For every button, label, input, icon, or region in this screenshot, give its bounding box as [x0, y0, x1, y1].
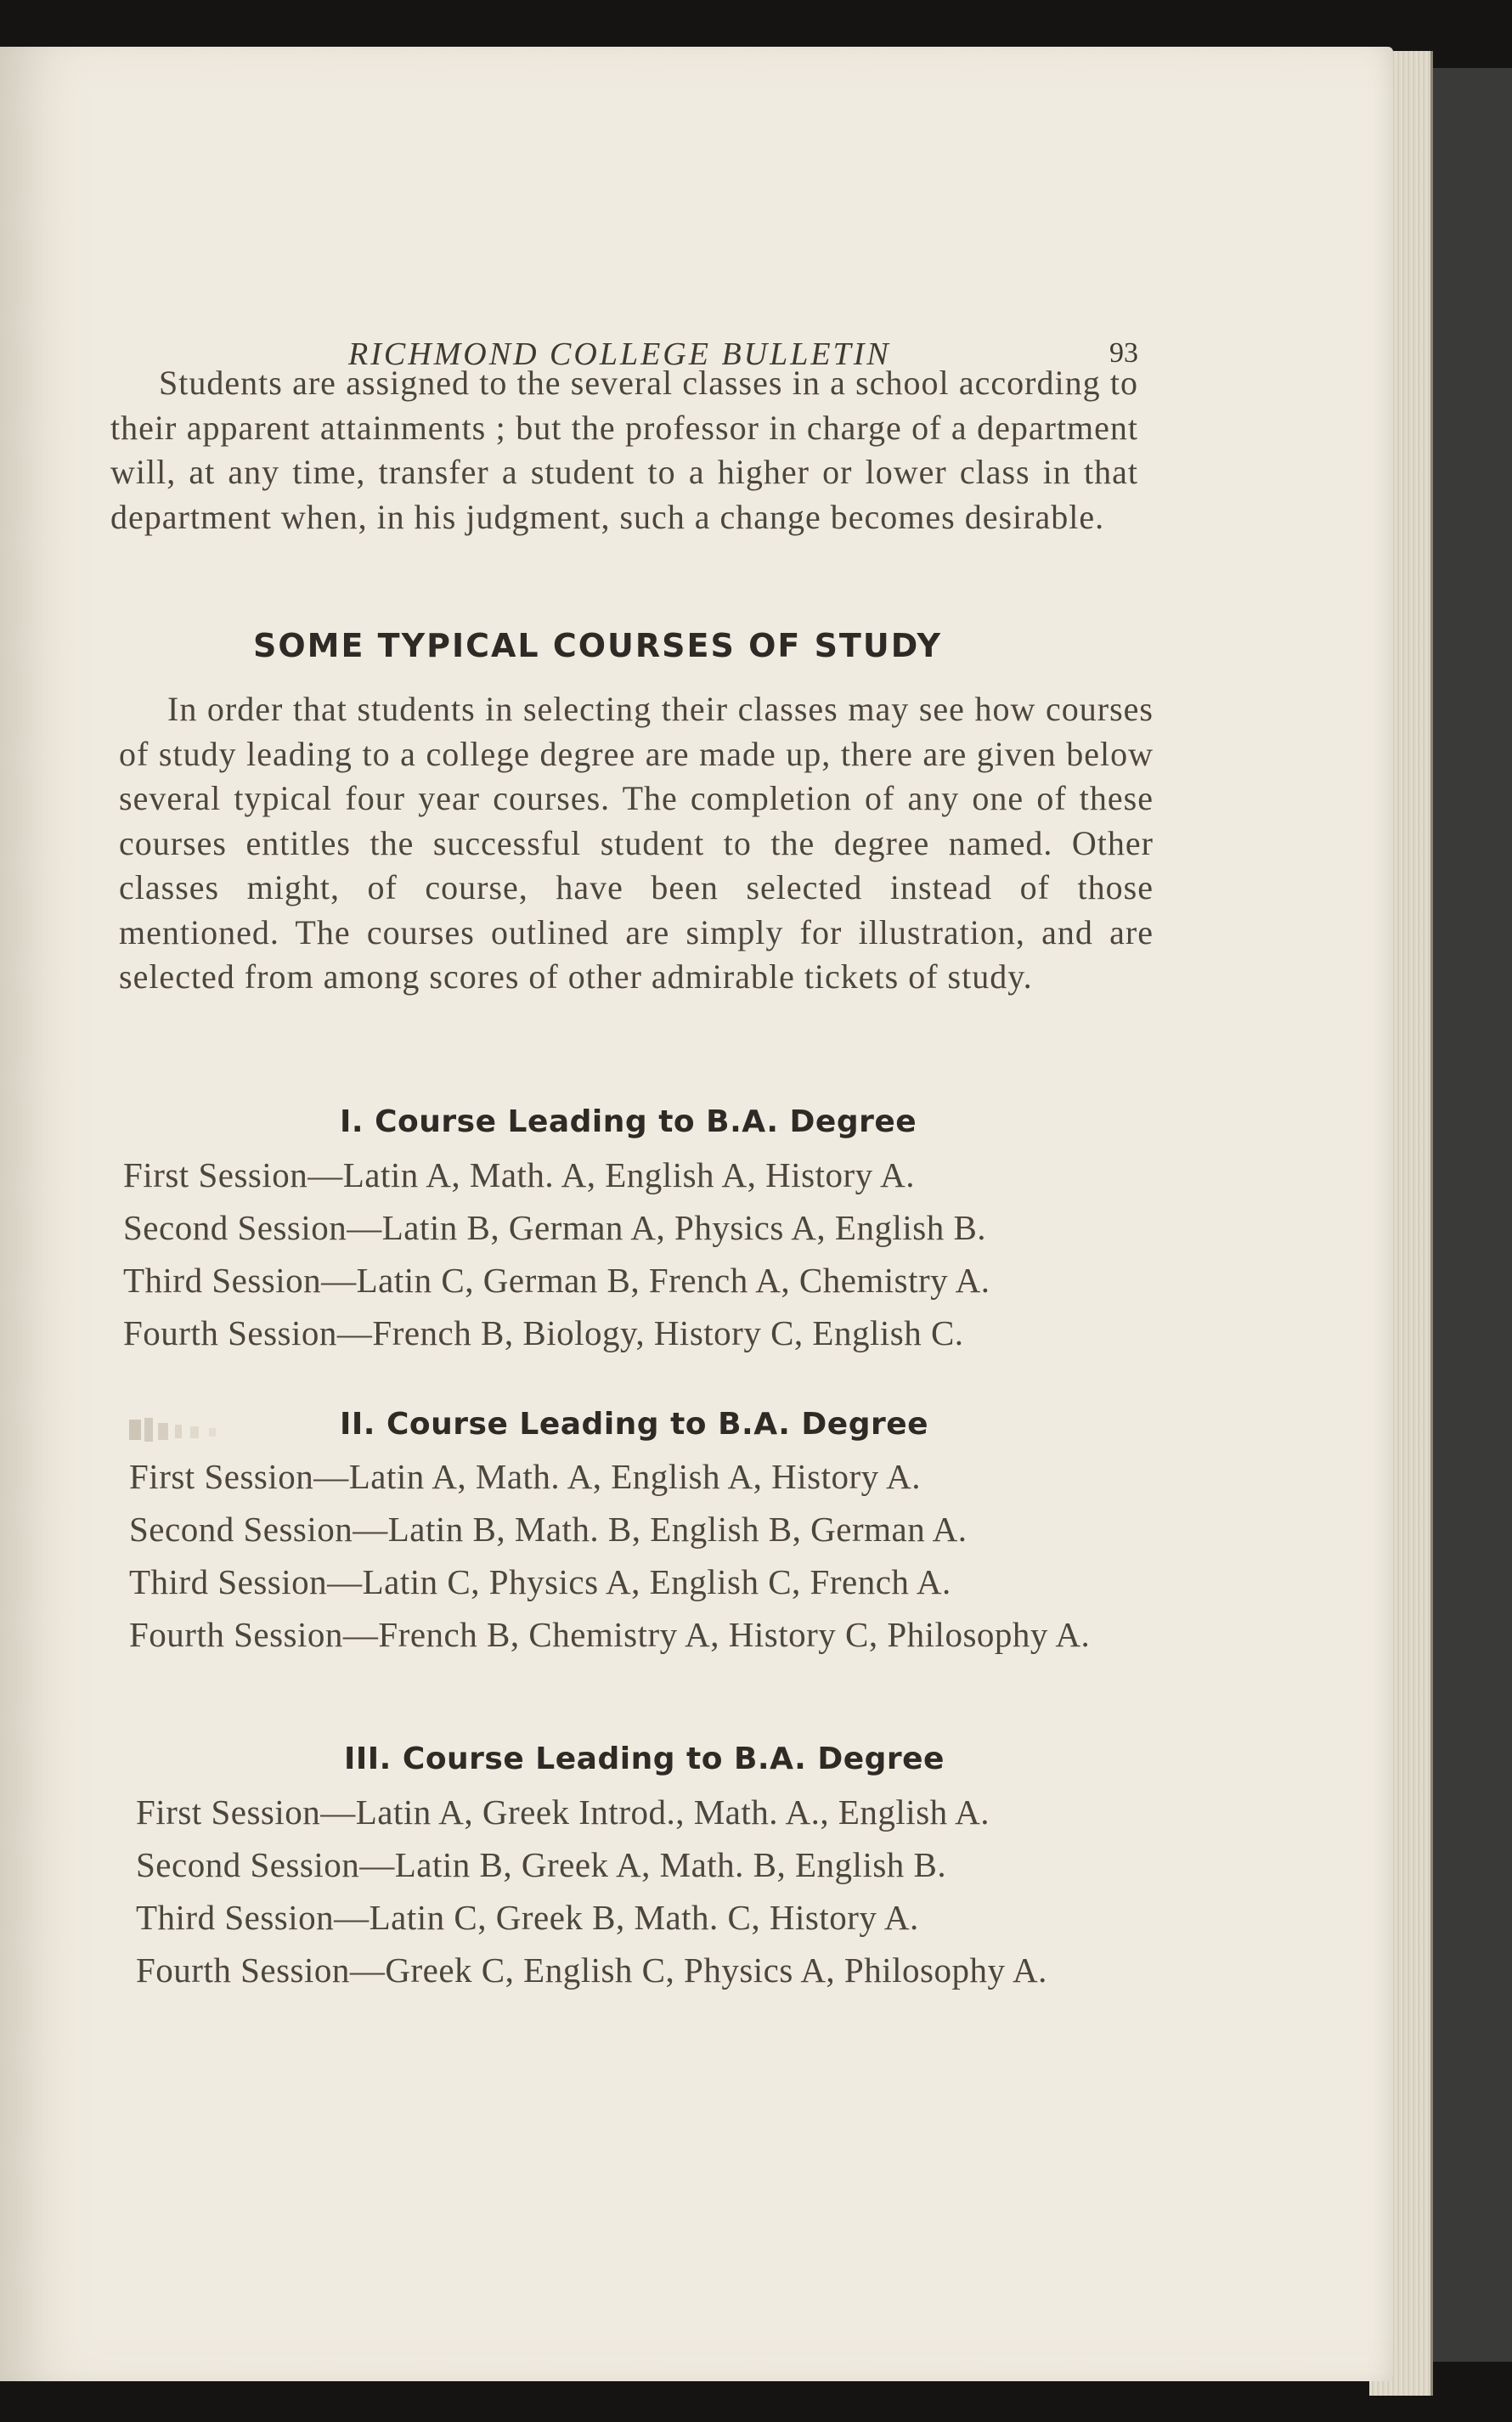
course-2-session-2: Second Session—Latin B, Math. B, English B, German A. — [129, 1510, 968, 1549]
ink-smudge — [127, 1414, 272, 1447]
course-3-session-1: First Session—Latin A, Greek Introd., Math. A., English A. — [136, 1793, 990, 1832]
course-2-session-1: First Session—Latin A, Math. A, English A, History A. — [129, 1457, 921, 1496]
course-3-session-2: Second Session—Latin B, Greek A, Math. B, English B. — [136, 1845, 947, 1884]
course-heading-2: II. Course Leading to B.A. Degree — [340, 1407, 929, 1442]
course-list-1 — [123, 1153, 1176, 1363]
dark-backdrop — [1427, 68, 1512, 2362]
course-list-3 — [136, 1790, 1189, 2001]
course-1-session-4: Fourth Session—French B, Biology, History C, English C. — [123, 1313, 964, 1352]
intro-block — [110, 361, 1138, 539]
section-block — [119, 687, 1154, 1000]
course-2-session-3: Third Session—Latin C, Physics A, English C, French A. — [129, 1562, 951, 1601]
course-1-session-2: Second Session—Latin B, German A, Physics A, English B. — [123, 1208, 987, 1247]
course-heading-1: I. Course Leading to B.A. Degree — [340, 1104, 917, 1139]
section-paragraph: In order that students in selecting their classes may see how courses of study leading to a college degree are made up, there are given below several typical four year courses. The completion of any one of these courses entitles the successful student to the degree named. Other classes might, of course, have been selected instead of those mentioned. The courses outlined are simply for illustration, and are selected from among scores of other admirable tickets of study. — [119, 690, 1154, 996]
course-1-session-3: Third Session—Latin C, German B, French A, Chemistry A. — [123, 1261, 990, 1300]
course-1-session-1: First Session—Latin A, Math. A, English A, History A. — [123, 1155, 915, 1194]
course-2-session-4: Fourth Session—French B, Chemistry A, History C, Philosophy A. — [129, 1615, 1091, 1654]
course-heading-3: III. Course Leading to B.A. Degree — [344, 1742, 945, 1776]
book-page — [0, 47, 1393, 2381]
page-number: 93 — [1109, 337, 1138, 369]
intro-paragraph: Students are assigned to the several classes in a school according to their apparent attainments ; but the professor in charge of a department will, at any time, transfer a student to a higher or lower class in that department when, in his judgment, such a change becomes desirable. — [110, 364, 1138, 536]
course-list-2 — [129, 1454, 1182, 1665]
section-heading: SOME TYPICAL COURSES OF STUDY — [253, 627, 943, 664]
course-3-session-4: Fourth Session—Greek C, English C, Physics A, Philosophy A. — [136, 1951, 1047, 1990]
course-3-session-3: Third Session—Latin C, Greek B, Math. C, History A. — [136, 1898, 919, 1937]
running-head: RICHMOND COLLEGE BULLETIN — [348, 336, 891, 372]
